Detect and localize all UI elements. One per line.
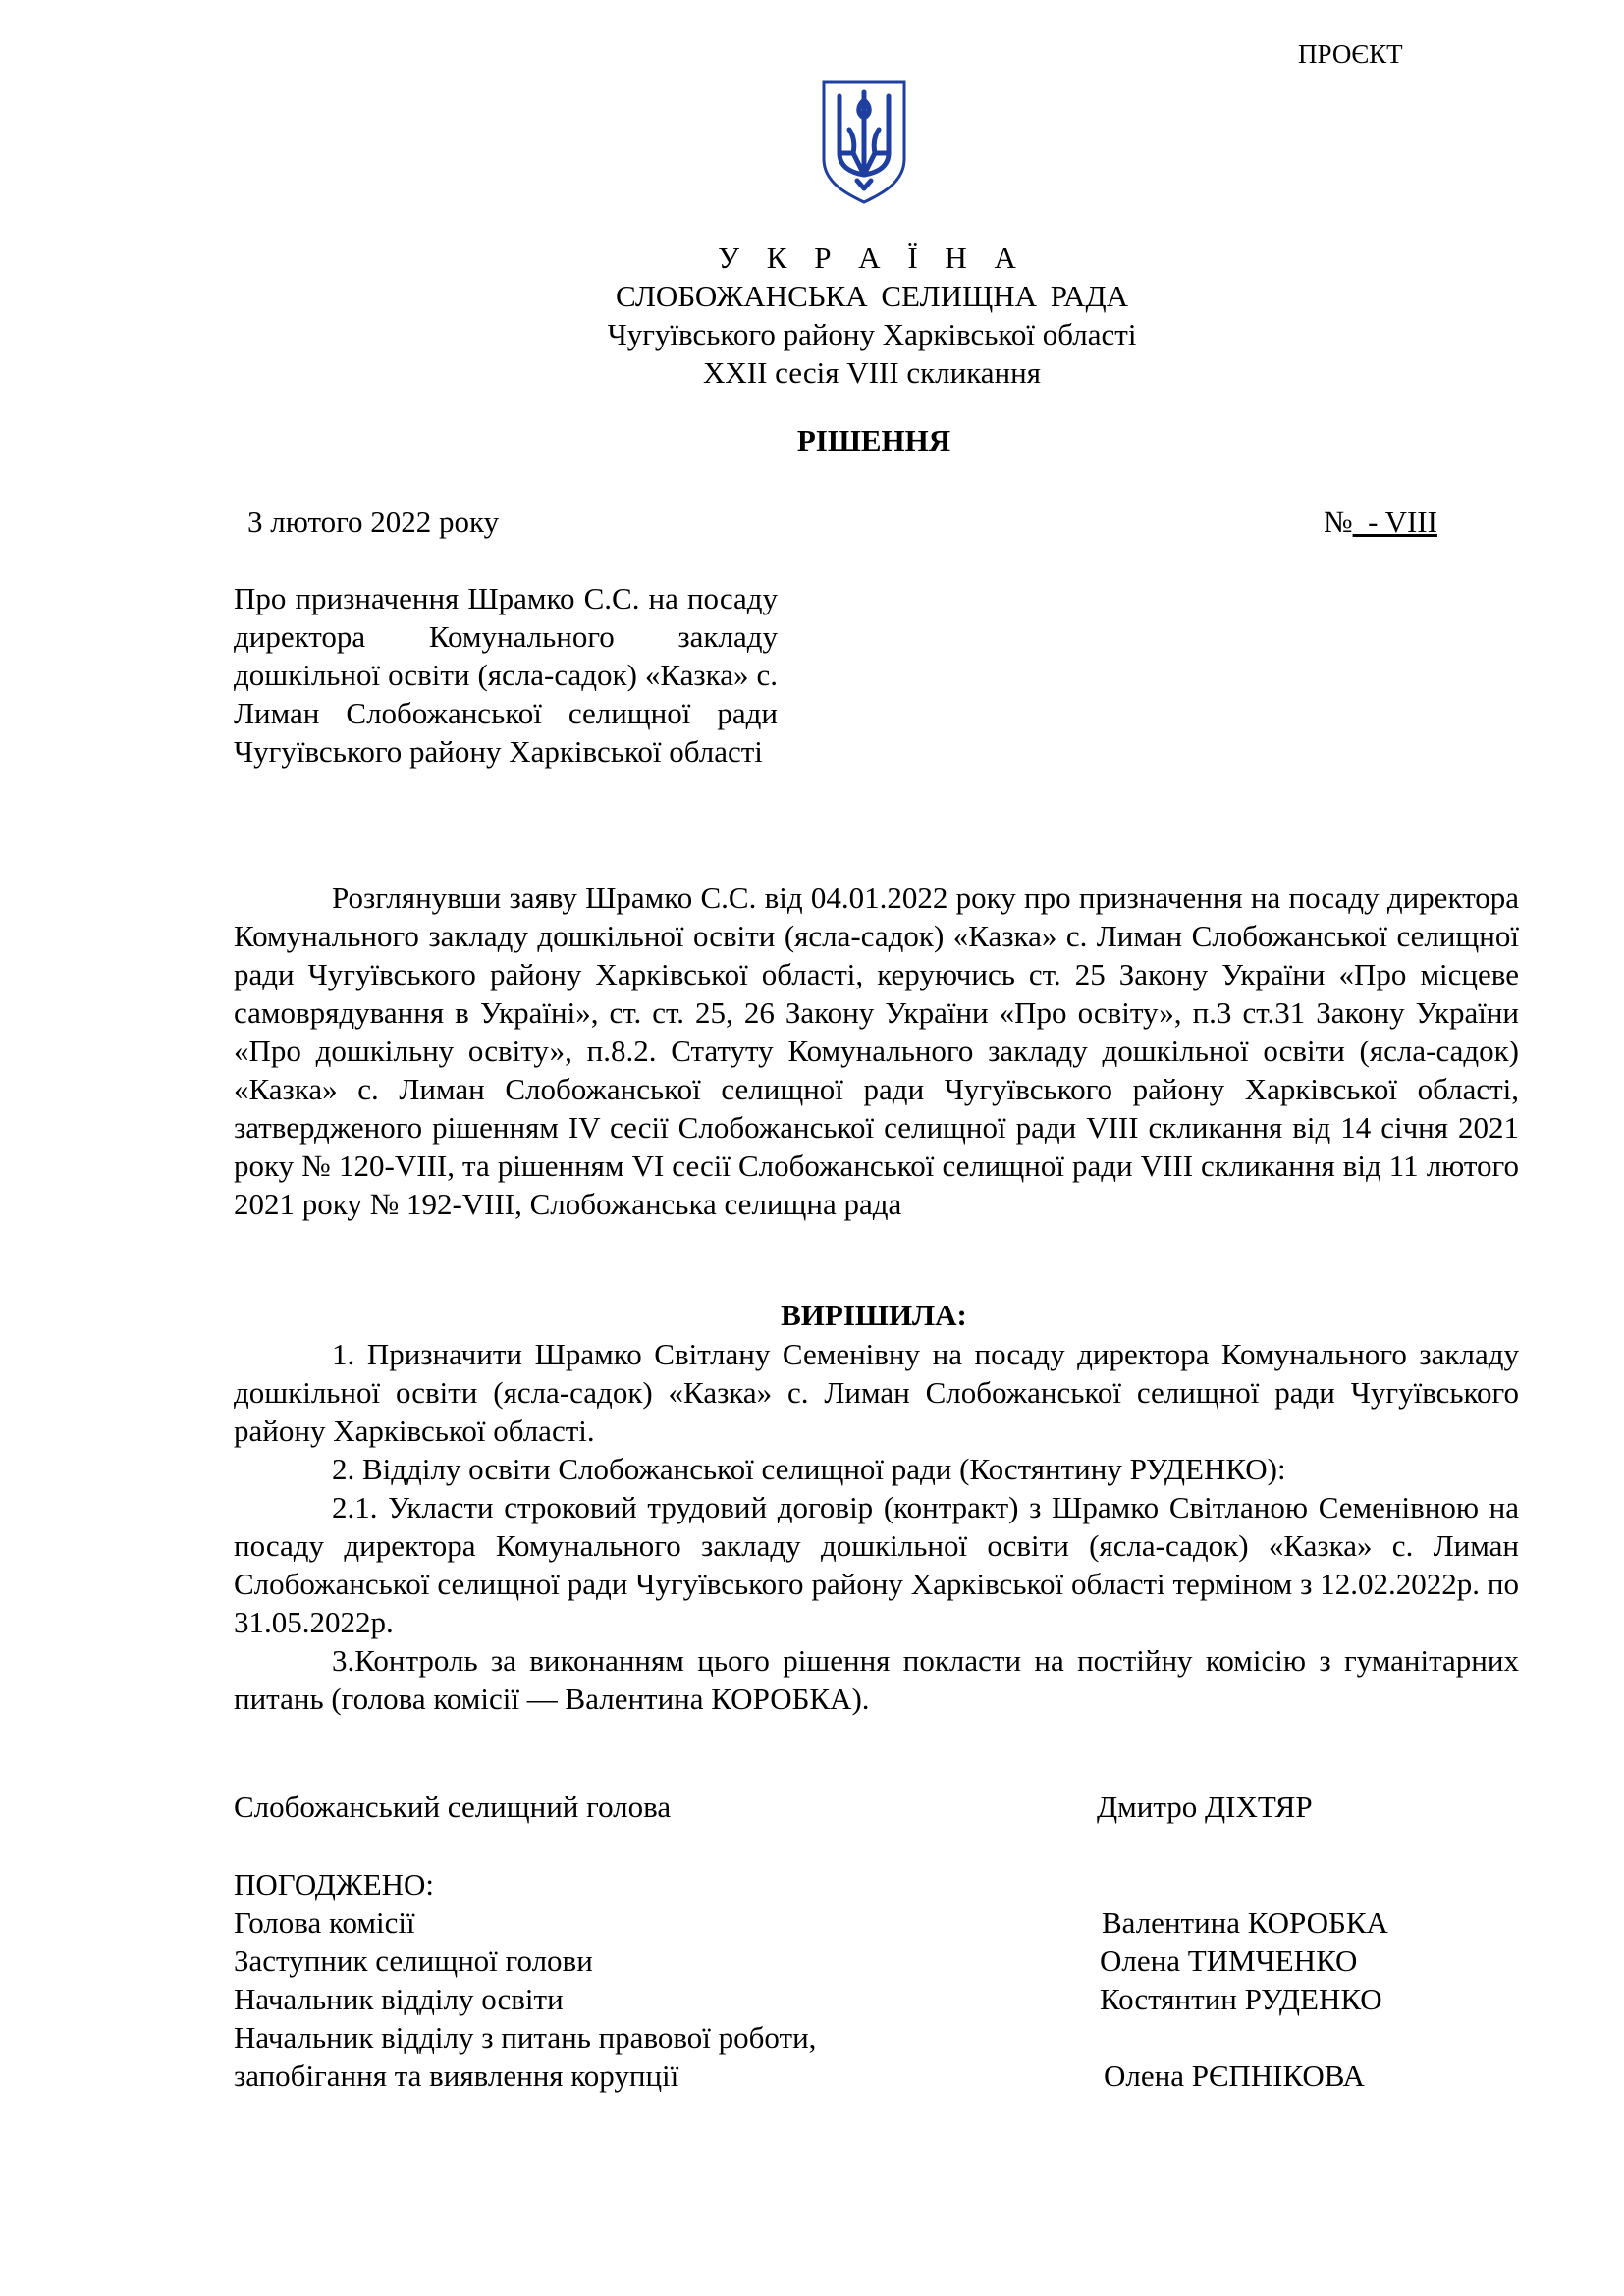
resolution-item-1: 1. Призначити Шрамко Світлану Семенівну на посаду директора Комунального закладу дошкільної освіти (ясла-садок) «Казка» с. Лиман Слобожанської селищної ради Чугуївського району Харківської області.: [234, 1337, 1519, 1448]
document-title: РІШЕННЯ: [796, 423, 951, 457]
header-session: XXII сесія VIII скликання: [703, 355, 1041, 390]
draft-label: ПРОЄКТ: [1298, 39, 1403, 69]
agreed-role-education-head: Начальник відділу освіти: [234, 1982, 564, 2016]
decision-subject: [234, 579, 778, 771]
document-header: [0, 239, 1624, 392]
resolution-item-2: 2. Відділу освіти Слобожанської селищної ради (Костянтину РУДЕНКО):: [332, 1452, 1286, 1486]
signature-role: Слобожанський селищний голова: [234, 1789, 672, 1824]
resolution-item-3: 3.Контроль за виконанням цього рішення покласти на постійну комісію з гуманітарних питань (голова комісії — Валентина КОРОБКА).: [234, 1643, 1519, 1716]
subject-text: Про призначення Шрамко С.С. на посаду директора Комунального закладу дошкільної освіти (ясла-садок) «Казка» с. Лиман Слобожанської селищної ради Чугуївського району Харківської області: [234, 581, 778, 769]
agreed-name-deputy-head: Олена ТИМЧЕНКО: [1100, 1944, 1358, 1978]
resolution-items: [234, 1335, 1519, 1718]
agreed-name-legal-head: Олена РЄПНІКОВА: [1104, 2058, 1365, 2093]
preamble-paragraph: Розглянувши заяву Шрамко С.С. від 04.01.2022 року про призначення на посаду директора Комунального закладу дошкільної освіти (ясла-садок) «Казка» с. Лиман Слобожанської селищної ради Чугуївського району Харківської області, керуючись ст. 25 Закону України «Про місцеве самоврядування в Україні», ст. ст. 25, 26 Закону України «Про освіту», п.3 ст.31 Закону України «Про дошкільну освіту», п.8.2. Статуту Комунального закладу дошкільної освіти (ясла-садок) «Казка» с. Лиман Слобожанської селищної ради Чугуївського району Харківської області, затвердженого рішенням IV сесії Слобожанської селищної ради VIII скликання від 14 січня 2021 року № 120-VIII, та рішенням VI сесії Слобожанської селищної ради VIII скликання від 11 лютого 2021 року № 192-VIII, Слобожанська селищна рада: [234, 881, 1519, 1221]
document-date: 3 лютого 2022 року: [247, 505, 500, 539]
agreed-role-commission-head: Голова комісії: [234, 1905, 415, 1940]
agreed-name-commission-head: Валентина КОРОБКА: [1102, 1905, 1388, 1940]
header-council: СЛОБОЖАНСЬКА СЕЛИЩНА РАДА: [616, 279, 1128, 313]
agreed-role-legal-head-line1: Начальник відділу з питань правової роботи,: [234, 2020, 817, 2055]
trident-coat-of-arms-icon: [820, 79, 908, 206]
resolved-heading: ВИРІШИЛА:: [781, 1298, 967, 1332]
document-number: [1324, 503, 1437, 541]
header-district: Чугуївського району Харківської області: [607, 317, 1137, 351]
number-value: - VIII: [1352, 505, 1437, 539]
agreed-heading: ПОГОДЖЕНО:: [234, 1867, 435, 1901]
agreed-name-education-head: Костянтин РУДЕНКО: [1100, 1982, 1382, 2016]
number-prefix: №: [1324, 505, 1353, 539]
resolution-item-2-1: 2.1. Укласти строковий трудовий договір (контракт) з Шрамко Світланою Семенівною на посаду директора Комунального закладу дошкільної освіти (ясла-садок) «Казка» с. Лиман Слобожанської селищної ради Чугуївського району Харківської області терміном з 12.02.2022р. по 31.05.2022р.: [234, 1490, 1519, 1639]
agreed-role-legal-head-line2: запобігання та виявлення корупції: [234, 2058, 679, 2093]
header-country: У К Р А Ї Н А: [718, 240, 1026, 275]
signature-name: Дмитро ДІХТЯР: [1097, 1789, 1313, 1824]
agreed-role-deputy-head: Заступник селищної голови: [234, 1944, 593, 1978]
